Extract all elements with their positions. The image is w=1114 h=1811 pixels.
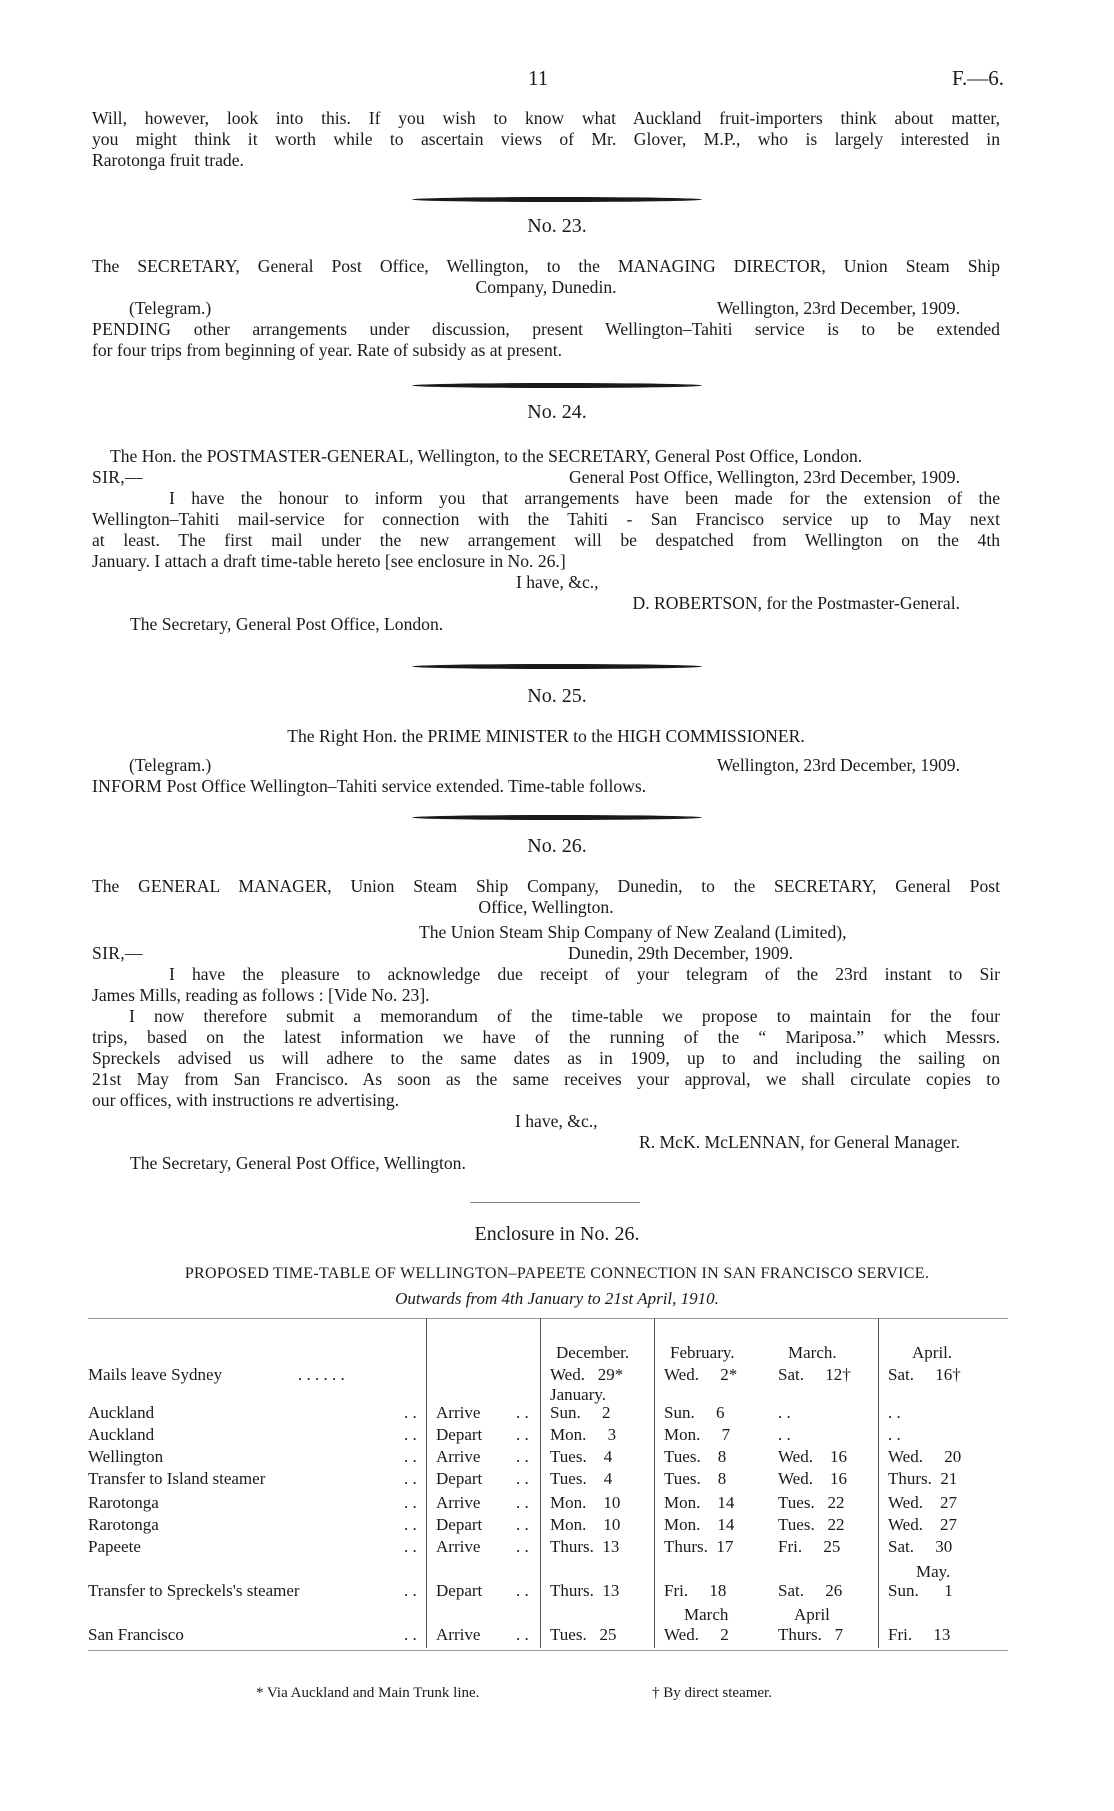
recipient: The Secretary, General Post Office, Wellington.: [130, 1153, 466, 1173]
place-cell: Wellington: [88, 1447, 164, 1466]
letter-24-salutation-row: [92, 467, 1000, 488]
letter-26-address: The GENERAL MANAGER, Union Steam Ship Company, Dunedin, to the SECRETARY, General Post: [92, 876, 1000, 896]
letter-24: [92, 446, 1000, 635]
date-cell: Sun. 6: [664, 1403, 725, 1422]
leader-dots: . .: [404, 1447, 417, 1466]
date-cell: Tues. 4: [550, 1447, 613, 1466]
section-rule: [412, 664, 702, 669]
date-cell: Sat. 12†: [778, 1365, 851, 1384]
salutation: SIR,—: [92, 943, 143, 963]
date-cell: . .: [888, 1425, 901, 1444]
letter-24-body: Wellington–Tahiti mail-service for connection with the Tahiti - San Francisco service up to May next: [92, 509, 1000, 529]
section-rule-thin: [470, 1202, 640, 1203]
date-cell: Tues. 4: [550, 1469, 613, 1488]
document-code: F.—6.: [952, 66, 1004, 90]
leader-dots: . .: [404, 1493, 417, 1512]
letter-26: [92, 876, 1000, 1174]
date-cell: Fri. 18: [664, 1581, 727, 1600]
place-cell: San Francisco: [88, 1625, 184, 1644]
section-rule: [412, 815, 702, 820]
date-cell: Mon. 3: [550, 1425, 617, 1444]
salutation: SIR,—: [92, 467, 143, 487]
timetable-subtitle: Outwards from 4th January to 21st April, 1910.: [395, 1289, 719, 1308]
leader-dots: . .: [404, 1469, 417, 1488]
lead-word: INFORM: [92, 776, 163, 796]
intro-paragraph: [92, 108, 1000, 171]
action-cell: Arrive: [436, 1537, 481, 1556]
date-cell: . .: [778, 1425, 791, 1444]
date-cell: Sun. 2: [550, 1403, 611, 1422]
recipient: The Secretary, General Post Office, London.: [130, 614, 444, 634]
leader-dots: . .: [404, 1581, 417, 1600]
letter-23-telegram-row: [92, 298, 1000, 319]
letter-23: [92, 256, 1000, 361]
place-cell: Auckland: [88, 1403, 155, 1422]
closing: I have, &c.,: [515, 1111, 598, 1131]
date-cell: Wed. 29*: [550, 1365, 624, 1384]
telegram-label: (Telegram.): [129, 755, 212, 775]
letter-26-para2: our offices, with instructions re advertising.: [92, 1090, 400, 1110]
date-cell: Thurs. 21: [888, 1469, 958, 1488]
date-cell: Sat. 30: [888, 1537, 953, 1556]
table-bottom-rule: [88, 1650, 1008, 1651]
lead-word: PENDING: [92, 319, 172, 339]
place-cell: Mails leave Sydney: [88, 1365, 223, 1384]
letter-24-body: at least. The first mail under the new arrangement will be despatched from Wellington on the 4th: [92, 530, 1000, 550]
date-cell: Mon. 14: [664, 1493, 735, 1512]
date-cell: Tues. 22: [778, 1493, 845, 1512]
intro-line: Rarotonga fruit trade.: [92, 150, 244, 170]
date-cell: Wed. 27: [888, 1515, 957, 1534]
telegram-label: (Telegram.): [129, 298, 212, 318]
dateline: Wellington, 23rd December, 1909.: [716, 755, 960, 775]
date-cell: Mon. 10: [550, 1515, 621, 1534]
intro-line: you might think it worth while to ascertain views of Mr. Glover, M.P., who is largely interested in: [92, 129, 1000, 149]
action-cell: Depart: [436, 1425, 483, 1444]
letter-26-salutation-row: [92, 943, 1000, 964]
intro-line: Will, however, look into this. If you wish to know what Auckland fruit-importers think about matter,: [92, 108, 1000, 128]
date-cell: Sat. 26: [778, 1581, 843, 1600]
letter-23-heading: No. 23.: [527, 215, 587, 237]
leader-dots: . .: [404, 1537, 417, 1556]
dateline: Wellington, 23rd December, 1909.: [716, 298, 960, 318]
april-label: April: [794, 1605, 830, 1624]
place-cell: Rarotonga: [88, 1493, 159, 1512]
leader-dots: . .: [516, 1515, 529, 1534]
letter-26-para2: trips, based on the latest information we have of the running of the “ Mariposa.” which Messrs.: [92, 1027, 1000, 1047]
letter-25-heading: No. 25.: [527, 685, 587, 707]
date-cell: Mon. 7: [664, 1425, 731, 1444]
date-cell: Thurs. 17: [664, 1537, 734, 1556]
dateline: General Post Office, Wellington, 23rd December, 1909.: [568, 467, 960, 487]
page-number: 11: [528, 66, 549, 90]
letter-26-para1: James Mills, reading as follows : [Vide No. 23].: [92, 985, 430, 1005]
footnote-via: * Via Auckland and Main Trunk line.: [256, 1685, 480, 1701]
date-cell: Tues. 8: [664, 1447, 727, 1466]
letter-23-address-cont: Company, Dunedin.: [475, 277, 617, 297]
month-header-march: March.: [788, 1343, 837, 1362]
organization-line: The Union Steam Ship Company of New Zealand (Limited),: [419, 922, 847, 942]
date-cell: . .: [888, 1403, 901, 1422]
leader-dots: . .: [516, 1425, 529, 1444]
place-cell: Transfer to Island steamer: [88, 1469, 266, 1488]
date-cell: Thurs. 13: [550, 1537, 620, 1556]
section-rule: [412, 383, 702, 388]
leader-dots: . .: [516, 1625, 529, 1644]
dateline: Dunedin, 29th December, 1909.: [568, 943, 794, 963]
letter-24-body: I have the honour to inform you that arrangements have been made for the extension of the: [169, 488, 1000, 508]
letter-23-address: The SECRETARY, General Post Office, Wellington, to the MANAGING DIRECTOR, Union Steam Ship: [92, 256, 1000, 276]
march-label: March: [684, 1605, 729, 1624]
month-header-april: April.: [912, 1343, 953, 1362]
place-cell: Auckland: [88, 1425, 155, 1444]
place-cell: Transfer to Spreckels's steamer: [88, 1581, 300, 1600]
date-cell: Wed. 2*: [664, 1365, 738, 1384]
date-cell: Wed. 16: [778, 1447, 847, 1466]
page-header: [0, 68, 1114, 92]
month-header-december: December.: [556, 1343, 630, 1362]
column-divider: [540, 1318, 541, 1648]
place-cell: Papeete: [88, 1537, 141, 1556]
date-cell: Thurs. 13: [550, 1581, 620, 1600]
january-label: January.: [550, 1385, 607, 1404]
date-cell: . .: [778, 1403, 791, 1422]
date-cell: Wed. 16: [778, 1469, 847, 1488]
leader-dots: . .: [516, 1537, 529, 1556]
action-cell: Arrive: [436, 1625, 481, 1644]
letter-23-body: PENDING other arrangements under discussion, present Wellington–Tahiti service is to be extended: [92, 319, 1000, 339]
action-cell: Arrive: [436, 1403, 481, 1422]
action-cell: Arrive: [436, 1447, 481, 1466]
footnote-direct: † By direct steamer.: [652, 1685, 772, 1701]
letter-26-para2: I now therefore submit a memorandum of the time-table we propose to maintain for the four: [129, 1006, 1000, 1026]
letter-25-telegram-row: [92, 755, 1000, 776]
leader-dots: . .: [516, 1469, 529, 1488]
action-cell: Arrive: [436, 1493, 481, 1512]
date-cell: Mon. 10: [550, 1493, 621, 1512]
leader-dots: . .: [516, 1447, 529, 1466]
letter-25: [92, 726, 1000, 797]
date-cell: Tues. 22: [778, 1515, 845, 1534]
letter-23-body-cont: for four trips from beginning of year. Rate of subsidy as at present.: [92, 340, 563, 360]
date-cell: Fri. 13: [888, 1625, 951, 1644]
letter-26-para2: Spreckels advised us will adhere to the same dates as in 1909, up to and including the sailing on: [92, 1048, 1000, 1068]
date-cell: Mon. 14: [664, 1515, 735, 1534]
table-top-rule: [88, 1318, 1008, 1319]
closing: I have, &c.,: [516, 572, 599, 592]
letter-26-para2: 21st May from San Francisco. As soon as the same receives your approval, we shall circulate copies to: [92, 1069, 1000, 1089]
signature: D. ROBERTSON, for the Postmaster-General.: [632, 593, 960, 613]
section-rule: [412, 197, 702, 202]
leader-dots: . .: [516, 1581, 529, 1600]
letter-24-body: January. I attach a draft time-table hereto [see enclosure in No. 26.]: [92, 551, 566, 571]
leader-dots: . .: [516, 1493, 529, 1512]
enclosure-heading: Enclosure in No. 26.: [474, 1223, 640, 1245]
date-cell: Wed. 20: [888, 1447, 962, 1466]
timetable: [88, 1318, 1008, 1648]
leader-dots: . .: [404, 1403, 417, 1422]
date-cell: Sun. 1: [888, 1581, 953, 1600]
column-divider: [878, 1318, 879, 1648]
date-cell: Sat. 16†: [888, 1365, 961, 1384]
date-cell: Wed. 27: [888, 1493, 957, 1512]
date-cell: Fri. 25: [778, 1537, 841, 1556]
action-cell: Depart: [436, 1581, 483, 1600]
date-cell: Wed. 2: [664, 1625, 729, 1644]
letter-26-heading: No. 26.: [527, 835, 587, 857]
date-cell: Tues. 8: [664, 1469, 727, 1488]
leader-dots: . .: [516, 1403, 529, 1422]
column-divider: [426, 1318, 427, 1648]
timetable-title: PROPOSED TIME-TABLE OF WELLINGTON–PAPEETE CONNECTION IN SAN FRANCISCO SERVICE.: [184, 1265, 930, 1282]
place-cell: Rarotonga: [88, 1515, 159, 1534]
column-divider: [654, 1318, 655, 1648]
leader-dots: . .: [404, 1425, 417, 1444]
month-header-february: February.: [670, 1343, 735, 1362]
date-cell: Thurs. 7: [778, 1625, 844, 1644]
letter-26-address-cont: Office, Wellington.: [478, 897, 614, 917]
leader-dots: . . . . . .: [298, 1365, 345, 1384]
leader-dots: . .: [404, 1515, 417, 1534]
action-cell: Depart: [436, 1469, 483, 1488]
date-cell: Tues. 25: [550, 1625, 617, 1644]
action-cell: Depart: [436, 1515, 483, 1534]
signature: R. McK. McLENNAN, for General Manager.: [639, 1132, 960, 1152]
letter-25-address: The Right Hon. the PRIME MINISTER to the HIGH COMMISSIONER.: [287, 726, 805, 746]
letter-26-para1: I have the pleasure to acknowledge due receipt of your telegram of the 23rd instant to Sir: [169, 964, 1000, 984]
leader-dots: . .: [404, 1625, 417, 1644]
letter-24-heading: No. 24.: [527, 401, 587, 423]
letter-24-address: The Hon. the POSTMASTER-GENERAL, Wellington, to the SECRETARY, General Post Office, London.: [110, 446, 863, 466]
may-label: May.: [916, 1562, 951, 1581]
letter-25-body: INFORM Post Office Wellington–Tahiti service extended. Time-table follows.: [92, 776, 647, 796]
